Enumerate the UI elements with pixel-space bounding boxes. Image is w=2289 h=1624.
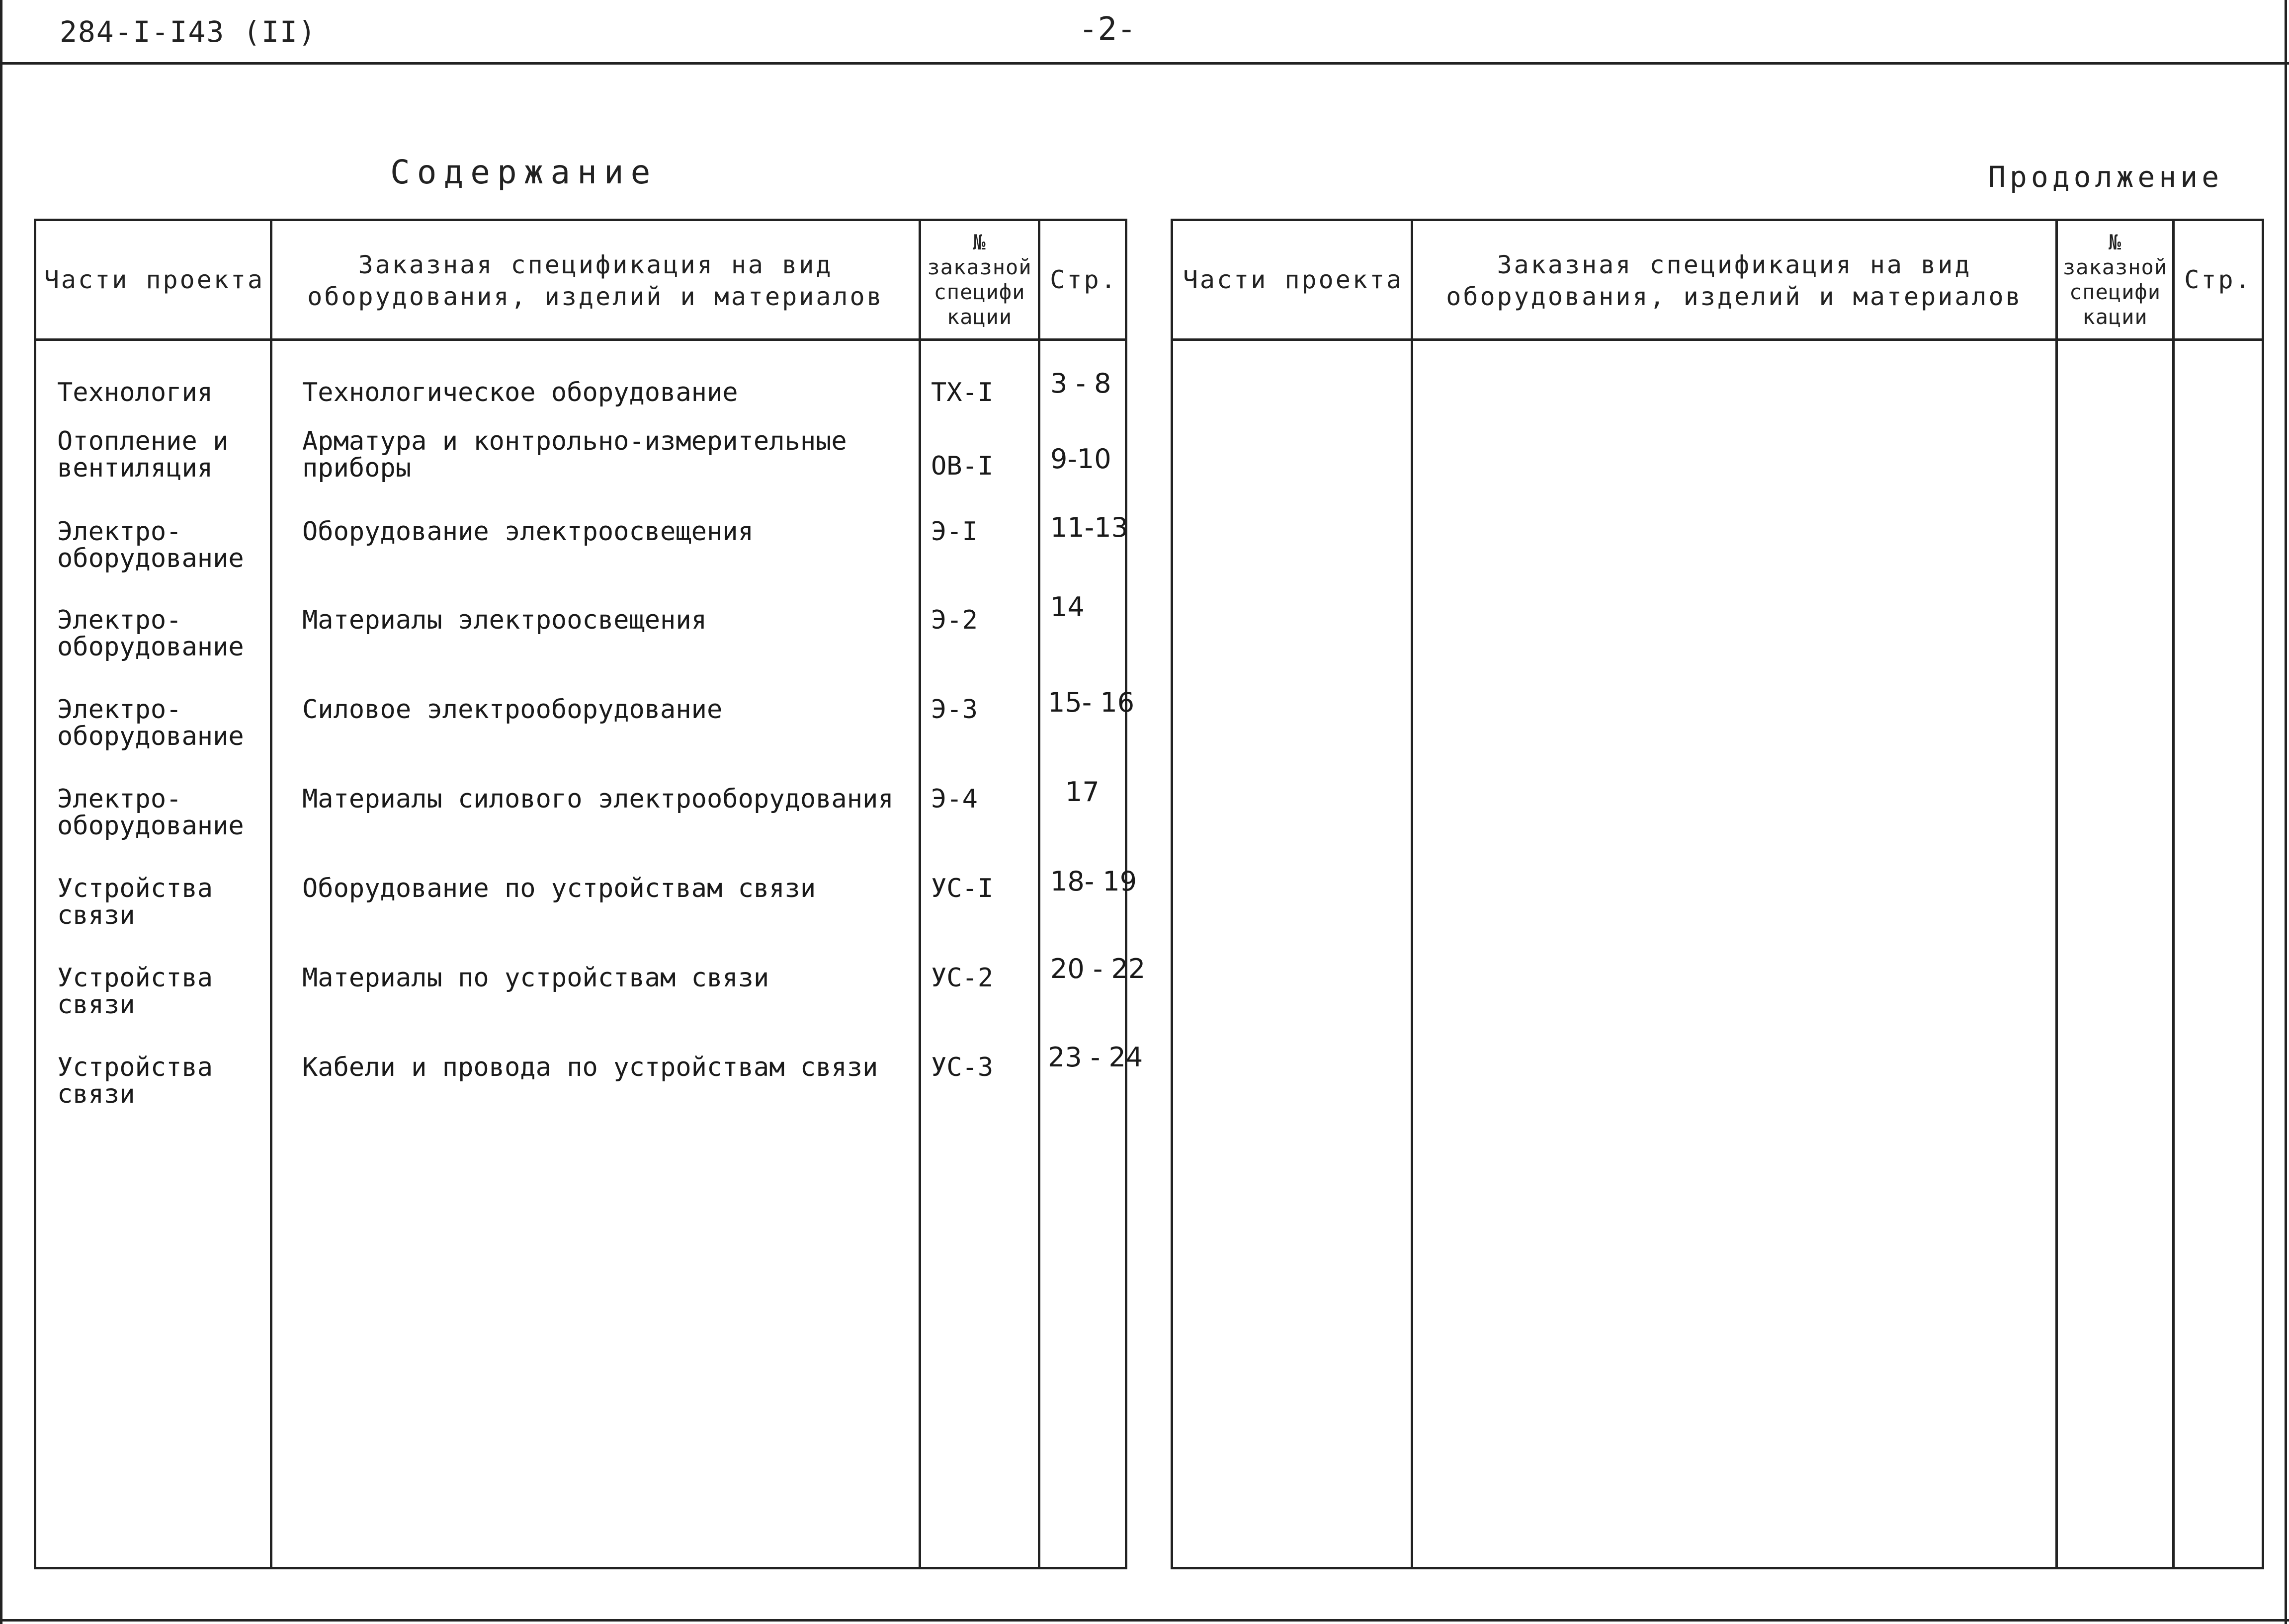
continuation-title: Продолжение (1988, 160, 2223, 194)
row-spec: Материалы силового электрооборудования (302, 784, 894, 814)
header-separator (1173, 338, 2262, 341)
row-page: 23 - 24 (1048, 1042, 1143, 1073)
right-border-line (2285, 0, 2287, 1624)
row-number: Э-4 (931, 784, 978, 814)
col-header-spec: Заказная спецификация на вид оборудования, изделий и материалов (307, 250, 884, 311)
col-divider (1411, 221, 1413, 1567)
row-spec: Оборудование по устройствам связи (302, 874, 816, 903)
row-part: Отопление и вентиляция (57, 426, 229, 483)
contents-table (34, 219, 1146, 1569)
row-number: Э-3 (931, 695, 978, 725)
row-part: Устройства связи (57, 1053, 213, 1109)
row-part: Электро- оборудование (57, 784, 244, 841)
row-page: 3 - 8 (1050, 368, 1111, 399)
row-spec: Силовое электрооборудование (302, 695, 723, 725)
row-number: УС-3 (931, 1053, 994, 1082)
col-header-spec: Заказная спецификация на вид оборудования, изделий и материалов (1446, 250, 2023, 311)
row-spec: Материалы по устройствам связи (302, 963, 769, 993)
row-spec: Арматура и контрольно-измерительные приборы (302, 426, 847, 483)
row-page: 14 (1050, 591, 1085, 623)
header-separator (36, 338, 1125, 341)
col-header-number: № заказной специфи кации (927, 230, 1032, 329)
row-part: Электро- оборудование (57, 695, 244, 751)
left-border-line (0, 0, 2, 1624)
row-page: 15- 16 (1048, 687, 1135, 718)
row-page: 9-10 (1050, 443, 1111, 475)
col-header-part: Части проекта (44, 265, 265, 294)
row-part: Электро- оборудование (57, 517, 244, 573)
row-number: Э-I (931, 517, 978, 547)
contents-title: Содержание (390, 153, 658, 191)
row-part: Устройства связи (57, 963, 213, 1020)
row-number: Э-2 (931, 605, 978, 635)
page-number: -2- (1079, 11, 1136, 48)
row-part: Технология (57, 378, 213, 407)
row-number: УС-2 (931, 963, 994, 993)
top-border-line (0, 62, 2289, 65)
col-header-number: № заказной специфи кации (2062, 230, 2168, 329)
row-spec: Кабели и провода по устройствам связи (302, 1053, 878, 1082)
col-divider (2055, 221, 2058, 1567)
col-divider (919, 221, 921, 1567)
col-header-part: Части проекта (1183, 265, 1404, 294)
col-divider (2172, 221, 2175, 1567)
bottom-border-line (0, 1619, 2289, 1622)
row-page: 20 - 22 (1050, 953, 1146, 984)
col-divider (1038, 221, 1040, 1567)
row-spec: Технологическое оборудование (302, 378, 738, 407)
row-part: Электро- оборудование (57, 605, 244, 662)
continuation-table (1171, 219, 2264, 1569)
col-header-page: Стр. (2184, 265, 2252, 294)
row-page: 17 (1065, 776, 1100, 808)
row-spec: Материалы электроосвещения (302, 605, 707, 635)
col-header-page: Стр. (1050, 265, 1118, 294)
document-code: 284-I-I43 (II) (60, 15, 317, 49)
row-part: Устройства связи (57, 874, 213, 930)
row-number: ТХ-I (931, 378, 994, 407)
row-page: 18- 19 (1050, 866, 1137, 897)
row-number: УС-I (931, 874, 994, 903)
col-divider (270, 221, 272, 1567)
row-spec: Оборудование электроосвещения (302, 517, 754, 547)
row-number: ОВ-I (931, 451, 994, 481)
row-page: 11-13 (1050, 512, 1128, 543)
